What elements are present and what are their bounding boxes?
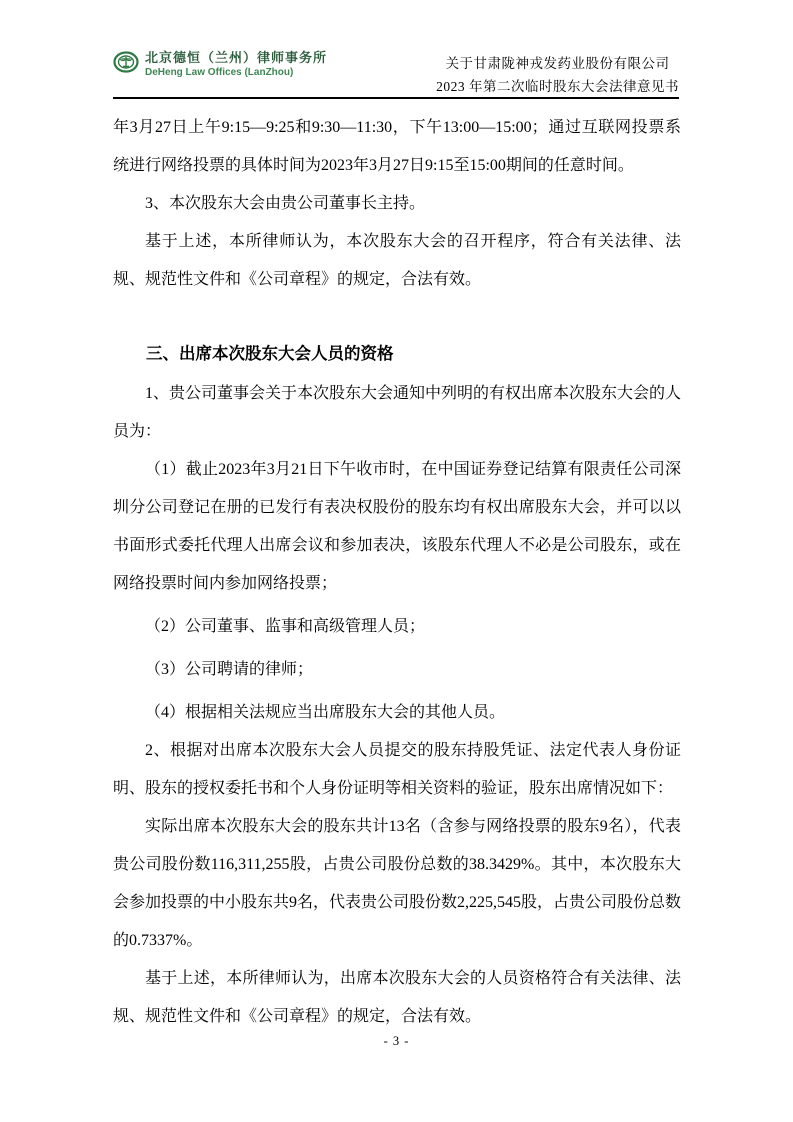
firm-name-en: DeHeng Law Offices (LanZhou) <box>145 67 294 78</box>
doc-title-line1: 关于甘肃陇神戎发药业股份有限公司 <box>445 56 670 71</box>
page-number: - 3 - <box>383 1034 410 1048</box>
section-heading: 三、出席本次股东大会人员的资格 <box>146 344 394 363</box>
paragraph: 基于上述，本所律师认为，出席本次股东大会的人员资格符合有关法律、法规、规范性文件和《公司章程》的规定，合法有效。 <box>113 970 681 1025</box>
paragraph: 实际出席本次股东大会的股东共计13名（含参与网络投票的股东9名），代表贵公司股份数116,311,255股，占贵公司股份总数的38.3429%。其中，本次股东大会参加投票的中小股东共9名，代表贵公司股份数2,225,545股，占贵公司股份总数的0.7337%。 <box>113 818 682 949</box>
firm-name-cn: 北京德恒（兰州）律师事务所 <box>145 50 328 65</box>
paragraph: 年3月27日上午9:15—9:25和9:30—11:30，下午13:00—15:00；通过互联网投票系统进行网络投票的具体时间为2023年3月27日9:15至15:00期间的任意时间。 <box>113 119 681 174</box>
deheng-law-firm-logo-icon <box>113 51 139 75</box>
list-item: （3）公司聘请的律师； <box>145 661 314 678</box>
header-divider-rule <box>113 97 679 99</box>
list-item: （4）根据相关法规应当出席股东大会的其他人员。 <box>145 704 506 721</box>
page-header <box>113 50 679 98</box>
firm-names <box>145 50 327 79</box>
paragraph: 基于上述，本所律师认为，本次股东大会的召开程序，符合有关法律、法规、规范性文件和《公司章程》的规定，合法有效。 <box>113 233 681 288</box>
paragraph: 3、本次股东大会由贵公司董事长主持。 <box>145 195 426 212</box>
page-footer <box>0 1034 793 1049</box>
list-item: （2）公司董事、监事和高级管理人员； <box>145 618 426 635</box>
document-title-block <box>436 52 679 98</box>
paragraph: 2、根据对出席本次股东大会人员提交的股东持股凭证、法定代表人身份证明、股东的授权委托书和个人身份证明等相关资料的验证，股东出席情况如下： <box>113 742 681 797</box>
doc-title-line2: 2023 年第二次临时股东大会法律意见书 <box>436 79 679 94</box>
paragraph: 1、贵公司董事会关于本次股东大会通知中列明的有权出席本次股东大会的人员为： <box>113 385 682 440</box>
firm-identity <box>113 50 327 79</box>
paragraph: （1）截止2023年3月21日下午收市时，在中国证券登记结算有限责任公司深圳分公司登记在册的已发行有表决权股份的股东均有权出席股东大会，并可以以书面形式委托代理人出席会议和参加表决，该股东代理人不必是公司股东，或在网络投票时间内参加网络投票； <box>113 461 681 592</box>
document-body <box>113 109 681 1036</box>
